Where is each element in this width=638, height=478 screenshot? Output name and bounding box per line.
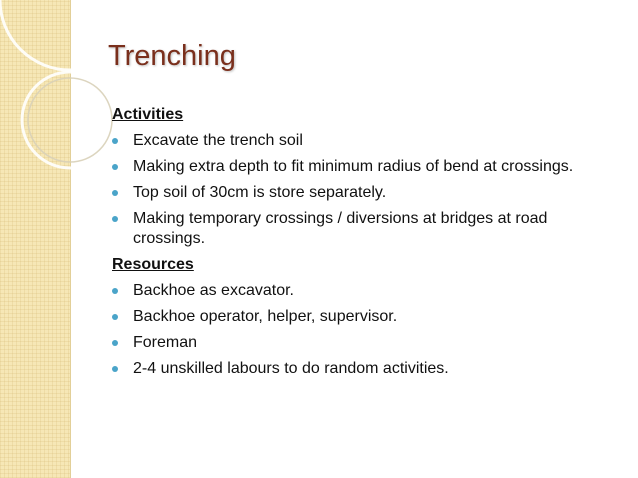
section-resources — [112, 255, 612, 379]
list-item — [112, 183, 612, 203]
list-item — [112, 157, 612, 177]
bullet-icon — [112, 164, 118, 170]
list-item — [112, 307, 612, 327]
slide-content — [112, 103, 612, 385]
bullet-icon — [112, 216, 118, 222]
bullet-icon — [112, 366, 118, 372]
list-item-text: Backhoe operator, helper, supervisor. — [133, 308, 398, 325]
list-item — [112, 281, 612, 301]
section-heading: Activities — [112, 106, 184, 123]
section-heading: Resources — [112, 256, 194, 273]
list-item — [112, 131, 612, 151]
bullet-icon — [112, 190, 118, 196]
list-item-text: 2-4 unskilled labours to do random activities. — [133, 360, 449, 377]
bullet-icon — [112, 314, 118, 320]
list-item-text: Making extra depth to fit minimum radius of bend at crossings. — [133, 158, 574, 175]
list-item — [112, 209, 612, 249]
bullet-icon — [112, 288, 118, 294]
list-item-text: Top soil of 30cm is store separately. — [133, 184, 387, 201]
list-item-text: Backhoe as excavator. — [133, 282, 294, 299]
list-item-text: Foreman — [133, 334, 198, 351]
list-item — [112, 333, 612, 353]
list-item-text: Making temporary crossings / diversions at bridges at road crossings. — [133, 210, 548, 247]
bullet-icon — [112, 340, 118, 346]
list-item — [112, 359, 612, 379]
slide-title: Trenching — [108, 40, 236, 72]
bullet-icon — [112, 138, 118, 144]
section-activities — [112, 105, 612, 249]
list-item-text: Excavate the trench soil — [133, 132, 303, 149]
